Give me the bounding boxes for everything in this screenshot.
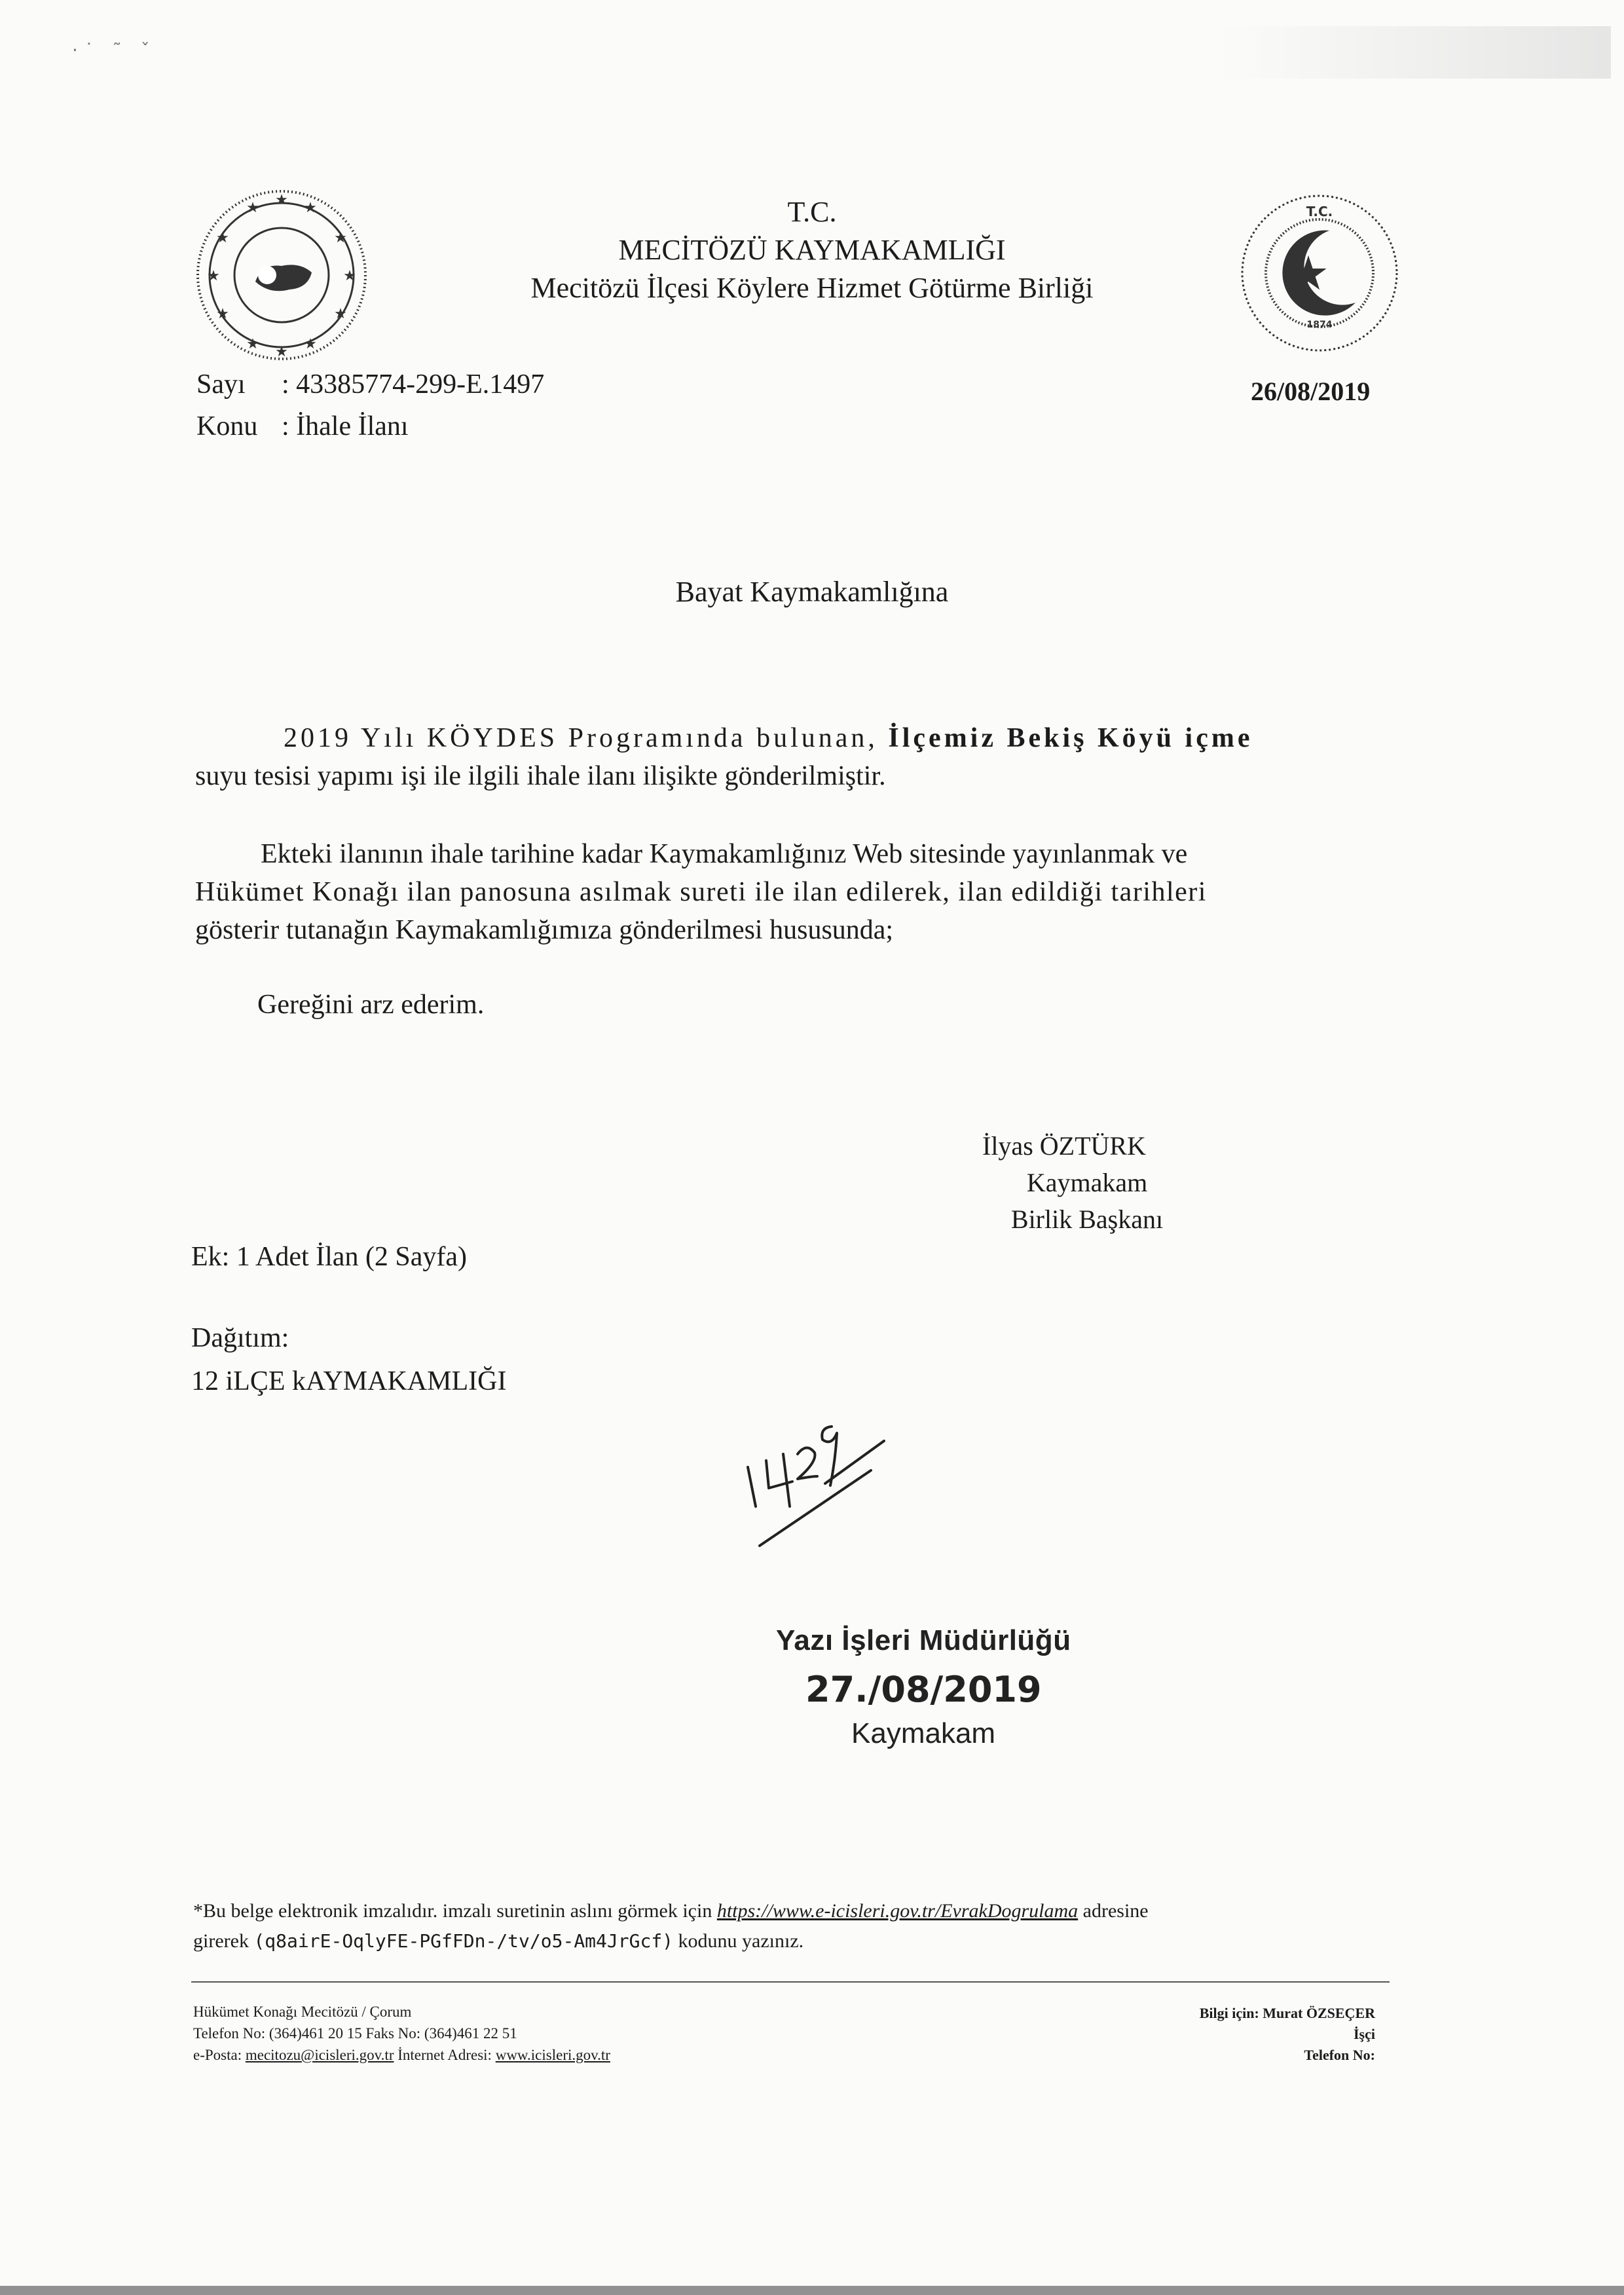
stamp-title: Kaymakam bbox=[851, 1717, 996, 1749]
reference-number: : 43385774-299-E.1497 bbox=[282, 369, 545, 400]
footer-info-contact bbox=[1146, 2003, 1375, 2066]
svg-text:★: ★ bbox=[1287, 246, 1330, 301]
svg-text:★: ★ bbox=[304, 200, 317, 216]
svg-text:★: ★ bbox=[304, 336, 317, 352]
letter-date: 26/08/2019 bbox=[1251, 377, 1371, 406]
footer-web-label: İnternet Adresi: bbox=[394, 2047, 496, 2063]
reference-number-row bbox=[196, 364, 544, 405]
svg-text:★: ★ bbox=[334, 230, 347, 246]
body-p2-line3: gösterir tutanağın Kaymakamlığımıza gönderilmesi hususunda; bbox=[195, 915, 894, 945]
footer-email-label: e-Posta: bbox=[193, 2047, 246, 2063]
notice-text-4: kodunu yazınız. bbox=[673, 1930, 804, 1952]
body-p1-line2: suyu tesisi yapımı işi ile ilgili ihale ilanı ilişikte gönderilmiştir. bbox=[195, 761, 886, 791]
distribution-block bbox=[191, 1316, 506, 1403]
footer-web-link[interactable]: www.icisleri.gov.tr bbox=[495, 2047, 610, 2063]
received-stamp bbox=[760, 1624, 1100, 1768]
footer-address: Hükümet Konağı Mecitözü / Çorum bbox=[193, 2004, 412, 2020]
body-p1-line1-part-a: 2019 Yılı KÖYDES Programında bulunan, bbox=[284, 723, 889, 753]
scan-shadow bbox=[1218, 26, 1611, 79]
footer-divider bbox=[191, 1981, 1390, 1983]
verification-link[interactable]: https://www.e-icisleri.gov.tr/EvrakDogrulama bbox=[716, 1900, 1079, 1922]
distribution-item: 12 iLÇE kAYMAKAMLIĞI bbox=[191, 1366, 507, 1396]
notice-line-1 bbox=[193, 1896, 1149, 1926]
svg-text:★: ★ bbox=[216, 306, 229, 322]
subject-label: Konu bbox=[196, 411, 258, 441]
notice-text-1: *Bu belge elektronik imzalıdır. imzalı suretinin aslını görmek için bbox=[193, 1900, 717, 1922]
footer-email-link[interactable]: mecitozu@icisleri.gov.tr bbox=[245, 2047, 394, 2063]
notice-text-2: adresine bbox=[1078, 1900, 1149, 1922]
body-paragraph-3 bbox=[195, 986, 1400, 1024]
handwritten-register-number bbox=[740, 1408, 891, 1559]
header-office: MECİTÖZÜ KAYMAKAMLIĞI bbox=[618, 234, 1006, 266]
svg-text:★: ★ bbox=[246, 200, 259, 216]
footer-contact-person: Bilgi için: Murat ÖZSEÇER bbox=[1199, 2005, 1375, 2021]
signer-role: Birlik Başkanı bbox=[1010, 1204, 1164, 1234]
body-p1-line1 bbox=[195, 719, 1400, 757]
header-union: Mecitözü İlçesi Köylere Hizmet Götürme Birliği bbox=[530, 272, 1094, 304]
attachment-note: Ek: 1 Adet İlan (2 Sayfa) bbox=[191, 1242, 468, 1272]
body-paragraph-1 bbox=[195, 719, 1400, 795]
closing-line: Gereğini arz ederim. bbox=[257, 990, 485, 1020]
svg-text:★: ★ bbox=[275, 192, 288, 208]
header-tc: T.C. bbox=[787, 196, 837, 228]
footer-email-row bbox=[193, 2044, 610, 2066]
svg-text:★: ★ bbox=[216, 230, 229, 246]
footer-contact-phone: Telefon No: bbox=[1304, 2047, 1375, 2063]
footer-contact bbox=[193, 2001, 610, 2066]
recipient: Bayat Kaymakamlığına bbox=[675, 576, 949, 608]
svg-text:★: ★ bbox=[343, 268, 356, 284]
scan-speck: ·˙ ˜ ˇ bbox=[72, 39, 157, 61]
signer-name: İlyas ÖZTÜRK bbox=[982, 1131, 1146, 1161]
kaymakamlik-seal-icon bbox=[1231, 185, 1408, 362]
signature-block bbox=[982, 1128, 1192, 1238]
reference-label: Sayı bbox=[196, 369, 246, 400]
svg-text:★: ★ bbox=[334, 306, 347, 322]
svg-text:T.C.: T.C. bbox=[1306, 204, 1333, 219]
e-signature-notice bbox=[193, 1896, 1149, 1956]
body-paragraph-2 bbox=[195, 835, 1400, 949]
verification-code: (q8airE-OqlyFE-PGfFDn-/tv/o5-Am4JrGcf) bbox=[253, 1930, 674, 1952]
letter-meta bbox=[196, 364, 544, 447]
distribution-label: Dağıtım: bbox=[191, 1323, 289, 1353]
footer-phone: Telefon No: (364)461 20 15 Faks No: (364)461 22 51 bbox=[193, 2025, 517, 2042]
notice-text-3: girerek bbox=[193, 1930, 254, 1952]
notice-line-2 bbox=[193, 1926, 1149, 1956]
svg-text:1874: 1874 bbox=[1306, 320, 1333, 330]
stamp-date: 27./08/2019 bbox=[805, 1669, 1042, 1710]
stamp-department: Yazı İşleri Müdürlüğü bbox=[776, 1624, 1071, 1656]
svg-text:★: ★ bbox=[275, 344, 288, 360]
body-p1-line1-part-b: İlçemiz Bekiş Köyü içme bbox=[888, 723, 1253, 753]
subject-row bbox=[196, 405, 544, 447]
body-p2-line2: Hükümet Konağı ilan panosuna asılmak sureti ile ilan edilerek, ilan edildiği tarihleri bbox=[195, 877, 1207, 907]
svg-text:★: ★ bbox=[207, 268, 220, 284]
scan-edge bbox=[0, 2286, 1624, 2295]
svg-text:★: ★ bbox=[246, 336, 259, 352]
signer-title: Kaymakam bbox=[1026, 1168, 1148, 1197]
footer-contact-role: İşçi bbox=[1354, 2026, 1375, 2042]
body-p2-line1: Ekteki ilanının ihale tarihine kadar Kaymakamlığınız Web sitesinde yayınlanmak ve bbox=[261, 839, 1188, 869]
subject-value: : İhale İlanı bbox=[282, 411, 409, 441]
